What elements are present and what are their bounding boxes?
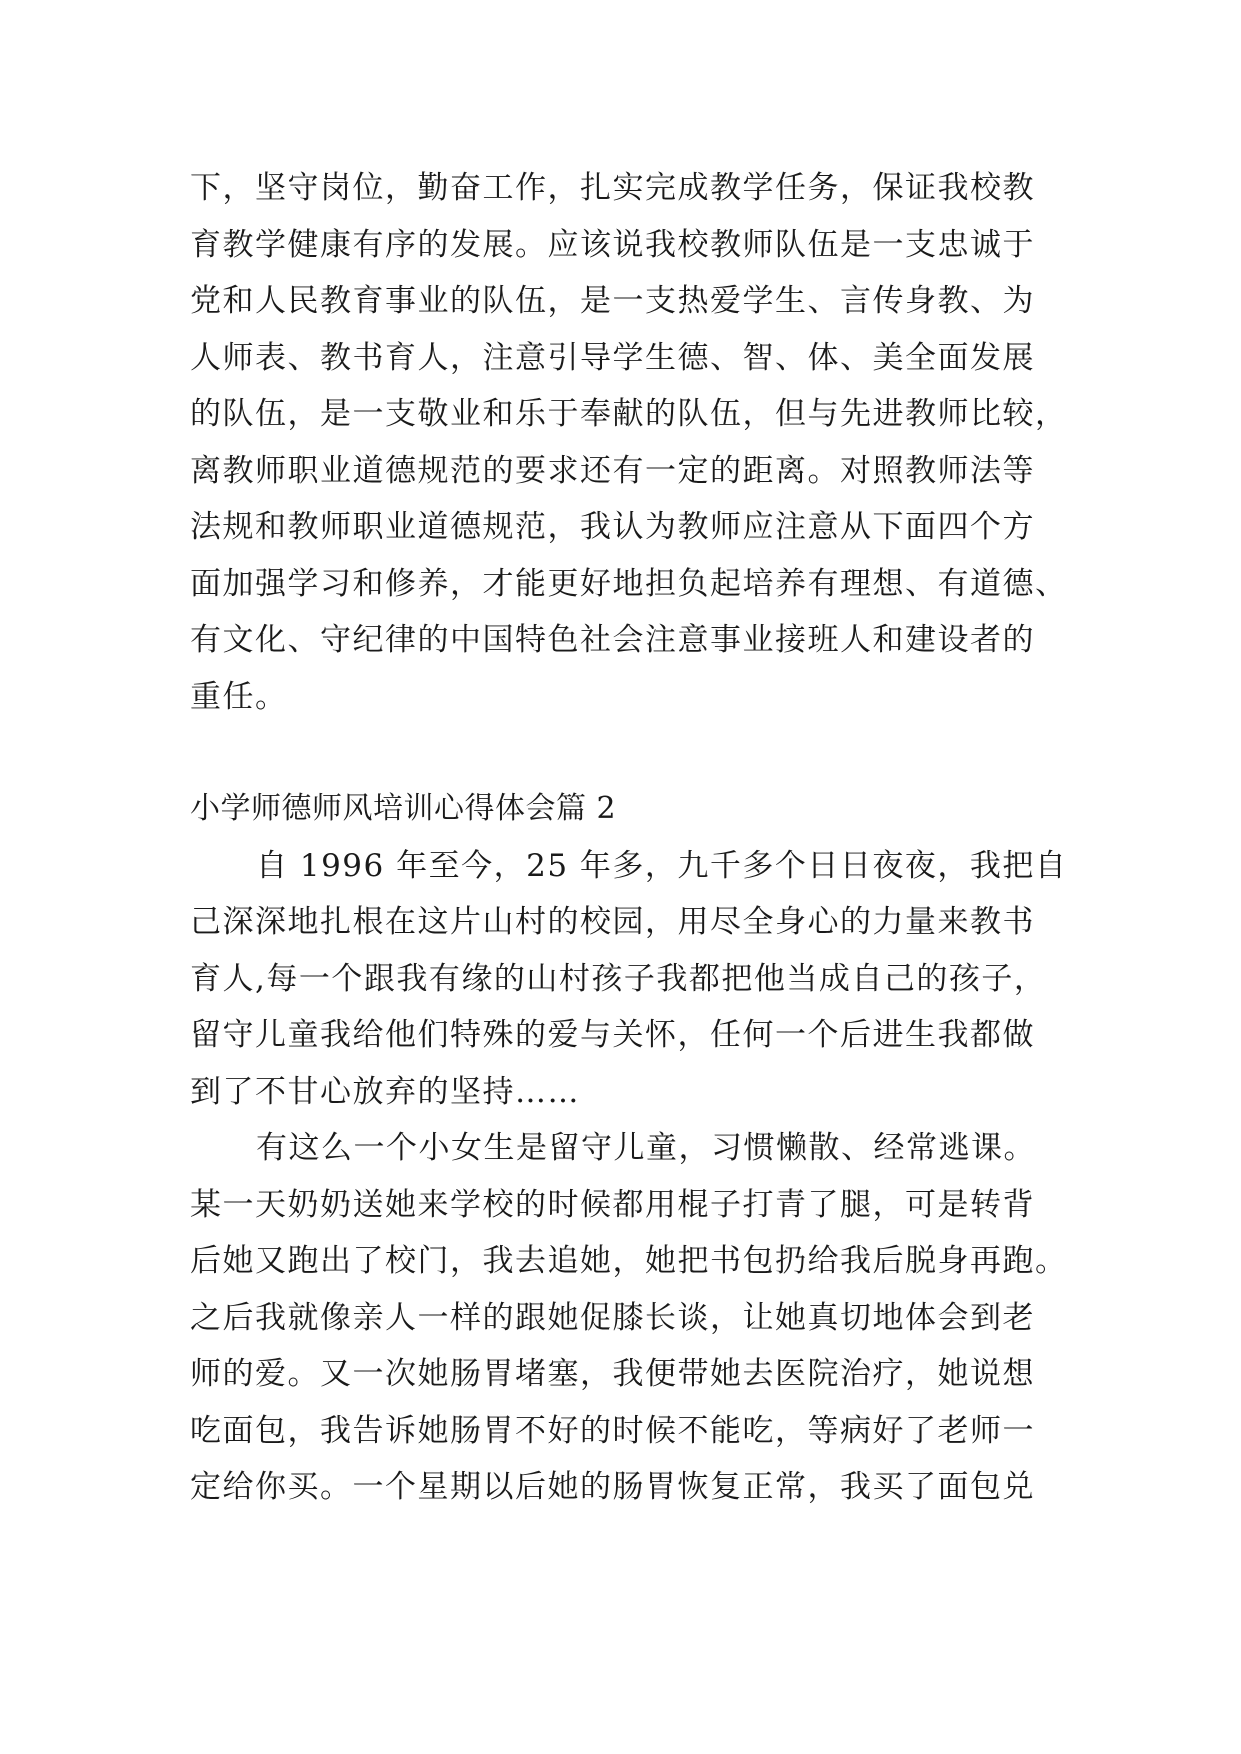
- text-line: 育教学健康有序的发展。应该说我校教师队伍是一支忠诚于: [190, 226, 1035, 263]
- text-line: 有这么一个小女生是留守儿童，习惯懒散、经常逃课。: [256, 1130, 1036, 1166]
- text-line: 到了不甘心放弃的坚持……: [190, 1073, 580, 1110]
- paragraph-spacer: [190, 725, 1070, 781]
- text-line: 重任。: [190, 678, 288, 715]
- text-line: 下，坚守岗位，勤奋工作，扎实完成教学任务，保证我校教: [190, 170, 1035, 206]
- text-line: 己深深地扎根在这片山村的校园，用尽全身心的力量来教书: [190, 904, 1035, 940]
- text-line: 党和人民教育事业的队伍，是一支热爱学生、言传身教、为: [190, 283, 1035, 319]
- text-line: 人师表、教书育人，注意引导学生德、智、体、美全面发展: [190, 339, 1035, 376]
- text-line: 后她又跑出了校门，我去追她，她把书包扔给我后脱身再跑。: [190, 1243, 1068, 1279]
- page-content: [190, 160, 1070, 1516]
- text-line: 吃面包，我告诉她肠胃不好的时候不能吃，等病好了老师一: [190, 1412, 1035, 1449]
- section2-paragraph-2: [190, 1120, 1070, 1516]
- paragraph-continued: [190, 160, 1070, 725]
- text-line: 定给你买。一个星期以后她的肠胃恢复正常，我买了面包兑: [190, 1469, 1035, 1505]
- text-line: 之后我就像亲人一样的跟她促膝长谈，让她真切地体会到老: [190, 1299, 1035, 1336]
- text-line: 面加强学习和修养，才能更好地担负起培养有理想、有道德、: [190, 565, 1068, 602]
- section2-paragraph-1: [190, 838, 1070, 1121]
- text-line: 留守儿童我给他们特殊的爱与关怀，任何一个后进生我都做: [190, 1017, 1035, 1053]
- text-line: 育人,每一个跟我有缘的山村孩子我都把他当成自己的孩子，: [190, 960, 1047, 997]
- text-line: 离教师职业道德规范的要求还有一定的距离。对照教师法等: [190, 452, 1035, 489]
- text-line: 自 1996 年至今，25 年多，九千多个日日夜夜，我把自: [256, 847, 1068, 884]
- text-line: 师的爱。又一次她肠胃堵塞，我便带她去医院治疗，她说想: [190, 1356, 1035, 1392]
- section-heading: 小学师德师风培训心得体会篇 2: [190, 791, 617, 826]
- text-line: 的队伍，是一支敬业和乐于奉献的队伍，但与先进教师比较，: [190, 396, 1068, 432]
- text-line: 法规和教师职业道德规范，我认为教师应注意从下面四个方: [190, 509, 1035, 545]
- text-line: 某一天奶奶送她来学校的时候都用棍子打青了腿，可是转背: [190, 1186, 1035, 1223]
- text-line: 有文化、守纪律的中国特色社会注意事业接班人和建设者的: [190, 622, 1035, 658]
